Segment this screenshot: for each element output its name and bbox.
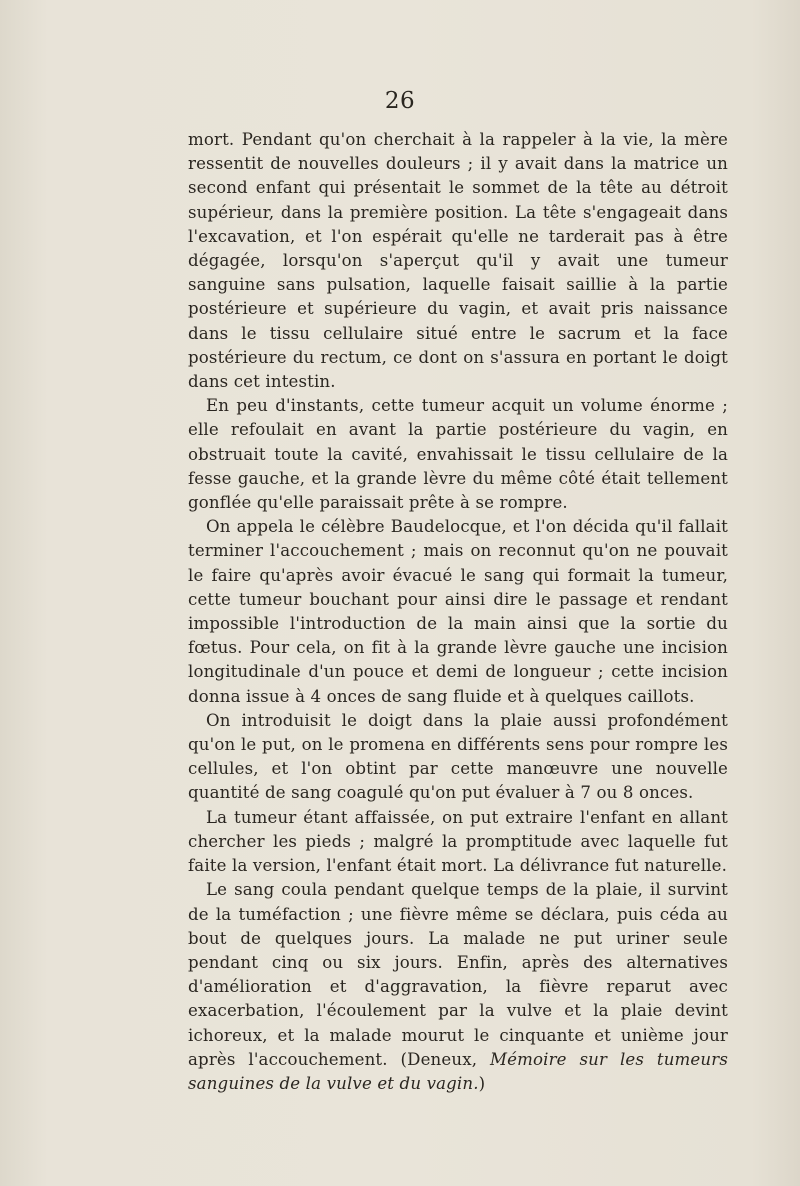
paragraph-1: mort. Pendant qu'on cherchait à la rappeler à la vie, la mère ressentit de nouvelles douleurs ; il y avait dans la matrice un second enfant qui présentait le sommet de la tête au détroit supérieur, dans la première position. La tête s'engageait dans l'excavation, et l'on espérait qu'elle ne tarderait pas à être dégagée, lorsqu'on s'aperçut qu'il y avait une tumeur sanguine sans pulsation, laquelle faisait saillie à la partie postérieure et supérieure du vagin, et avait pris naissance dans le tissu cellulaire situé entre le sacrum et la face postérieure du rectum, ce dont on s'assura en portant le doigt dans cet intestin. [188, 130, 728, 392]
page-number: 26 [384, 88, 416, 114]
body-text [188, 128, 728, 1096]
reference-close: ) [478, 1073, 486, 1093]
paragraph-2: En peu d'instants, cette tumeur acquit un volume énorme ; elle refoulait en avant la partie postérieure du vagin, en obstruait toute la cavité, envahissait le tissu cellulaire de la fesse gauche, et la grande lèvre du même côté était tellement gonflée qu'elle paraissait prête à se rompre. [188, 396, 728, 513]
paragraph-4: On introduisit le doigt dans la plaie aussi profondément qu'on le put, on le promena en différents sens pour rompre les cellules, et l'on obtint par cette manœuvre une nouvelle quantité de sang coagulé qu'on put évaluer à 7 ou 8 onces. [188, 710, 728, 803]
paragraph-6-text: Le sang coula pendant quelque temps de la plaie, il survint de la tuméfaction ; une fièvre même se déclara, puis céda au bout de quelques jours. La malade ne put uriner seule pendant cinq ou six jours. Enfin, après des alternatives d'amélioration et d'aggravation, la fièvre reparut avec exacerbation, l'écoulement par la vulve et la plaie devint ichoreux, et la malade mourut le cinquante et unième jour après l'accouchement. (Deneux, [188, 880, 728, 1069]
paragraph-3: On appela le célèbre Baudelocque, et l'on décida qu'il fallait terminer l'accouchement ; mais on reconnut qu'on ne pouvait le faire qu'après avoir évacué le sang qui formait la tumeur, cette tumeur bouchant pour ainsi dire le passage et rendant impossible l'introduction de la main ainsi que la sortie du fœtus. Pour cela, on fit à la grande lèvre gauche une incision longitudinale d'un pouce et demi de longueur ; cette incision donna issue à 4 onces de sang fluide et à quelques caillots. [188, 517, 728, 706]
paragraph-5: La tumeur étant affaissée, on put extraire l'enfant en allant chercher les pieds ; malgré la promptitude avec laquelle fut faite la version, l'enfant était mort. La délivrance fut naturelle. [188, 807, 728, 876]
reference-title: Mémoire sur les tumeurs sanguines de la vulve et du vagin. [188, 1049, 728, 1093]
paragraph-6 [188, 878, 728, 1096]
